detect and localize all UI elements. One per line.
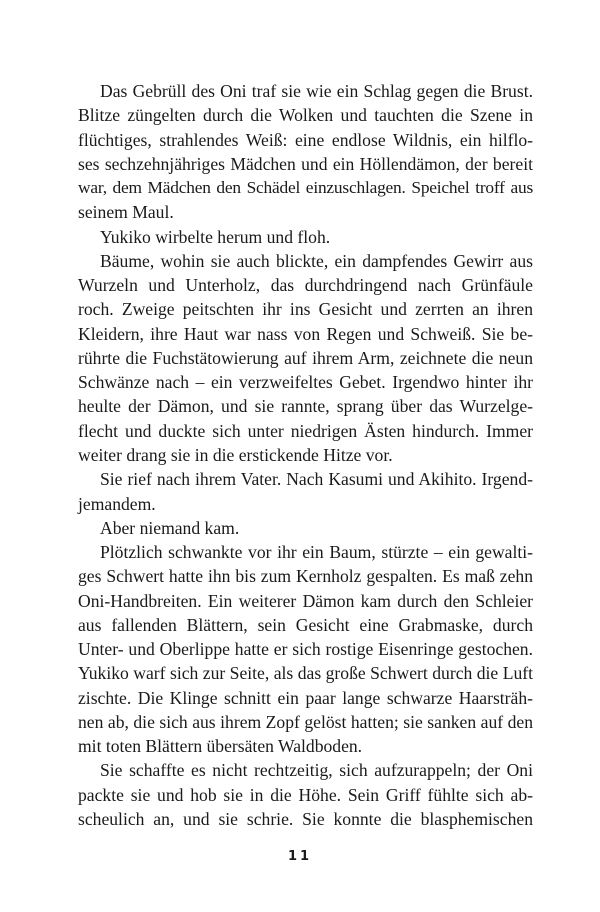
text-line: ses sechzehnjähriges Mädchen und ein Höllendämon, der bereit bbox=[78, 153, 533, 174]
text-line: Oni-Handbreiten. Ein weiterer Dämon kam durch den Schleier bbox=[78, 590, 533, 611]
text-line: zischte. Die Klinge schnitt ein paar lange schwarze Haarsträh- bbox=[78, 687, 533, 708]
text-line: Aber niemand kam. bbox=[100, 517, 240, 538]
text-line: ges Schwert hatte ihn bis zum Kernholz gespalten. Es maß zehn bbox=[78, 566, 533, 587]
text-line: Kleidern, ihre Haut war nass von Regen und Schweiß. Sie be- bbox=[78, 323, 533, 344]
text-line: flecht und duckte sich unter niedrigen Ästen hindurch. Immer bbox=[78, 420, 533, 441]
text-line: war, dem Mädchen den Schädel einzuschlagen. Speichel troff aus bbox=[78, 178, 533, 198]
text-line: heulte der Dämon, und sie rannte, sprang über das Wurzelge- bbox=[78, 396, 533, 417]
body-text bbox=[78, 79, 533, 831]
text-line: weiter drang sie in die erstickende Hitze vor. bbox=[78, 444, 393, 465]
text-line: aus fallenden Blättern, sein Gesicht eine Grabmaske, durch bbox=[78, 614, 533, 635]
text-line: packte sie und hob sie in die Höhe. Sein Griff fühlte sich ab- bbox=[78, 784, 533, 805]
text-line: Unter- und Oberlippe hatte er sich rostige Eisenringe gestochen. bbox=[78, 639, 533, 660]
text-line: Wurzeln und Unterholz, das durchdringend nach Grünfäule bbox=[78, 275, 533, 296]
text-line: Das Gebrüll des Oni traf sie wie ein Schlag gegen die Brust. bbox=[100, 81, 533, 101]
text-line: seinem Maul. bbox=[78, 202, 174, 223]
text-line: Schwänze nach – ein verzweifeltes Gebet. Irgendwo hinter ihr bbox=[78, 372, 533, 393]
text-line: Plötzlich schwankte vor ihr ein Baum, stürzte – ein gewalti- bbox=[100, 542, 533, 563]
text-line: Bäume, wohin sie auch blickte, ein dampfendes Gewirr aus bbox=[100, 250, 533, 271]
text-line: roch. Zweige peitschten ihr ins Gesicht und zerrten an ihren bbox=[78, 299, 533, 320]
page-number: 11 bbox=[287, 849, 313, 864]
text-line: Blitze züngelten durch die Wolken und tauchten die Szene in bbox=[78, 105, 533, 126]
text-line: mit toten Blättern übersäten Waldboden. bbox=[78, 736, 363, 757]
text-line: Yukiko warf sich zur Seite, als das große Schwert durch die Luft bbox=[78, 663, 533, 684]
text-line: scheulich an, und sie schrie. Sie konnte die blasphemischen bbox=[78, 808, 533, 829]
text-line: flüchtiges, strahlendes Weiß: eine endlose Wildnis, ein hilflo- bbox=[78, 129, 533, 150]
text-line: nen ab, die sich aus ihrem Zopf gelöst hatten; sie sanken auf den bbox=[78, 711, 533, 732]
text-line: jemandem. bbox=[78, 493, 156, 514]
text-line: rührte die Fuchstätowierung auf ihrem Arm, zeichnete die neun bbox=[78, 347, 533, 368]
text-line: Yukiko wirbelte herum und floh. bbox=[100, 226, 331, 247]
text-line: Sie schaffte es nicht rechtzeitig, sich aufzurappeln; der Oni bbox=[100, 760, 533, 781]
text-line: Sie rief nach ihrem Vater. Nach Kasumi und Akihito. Irgend- bbox=[100, 469, 533, 490]
